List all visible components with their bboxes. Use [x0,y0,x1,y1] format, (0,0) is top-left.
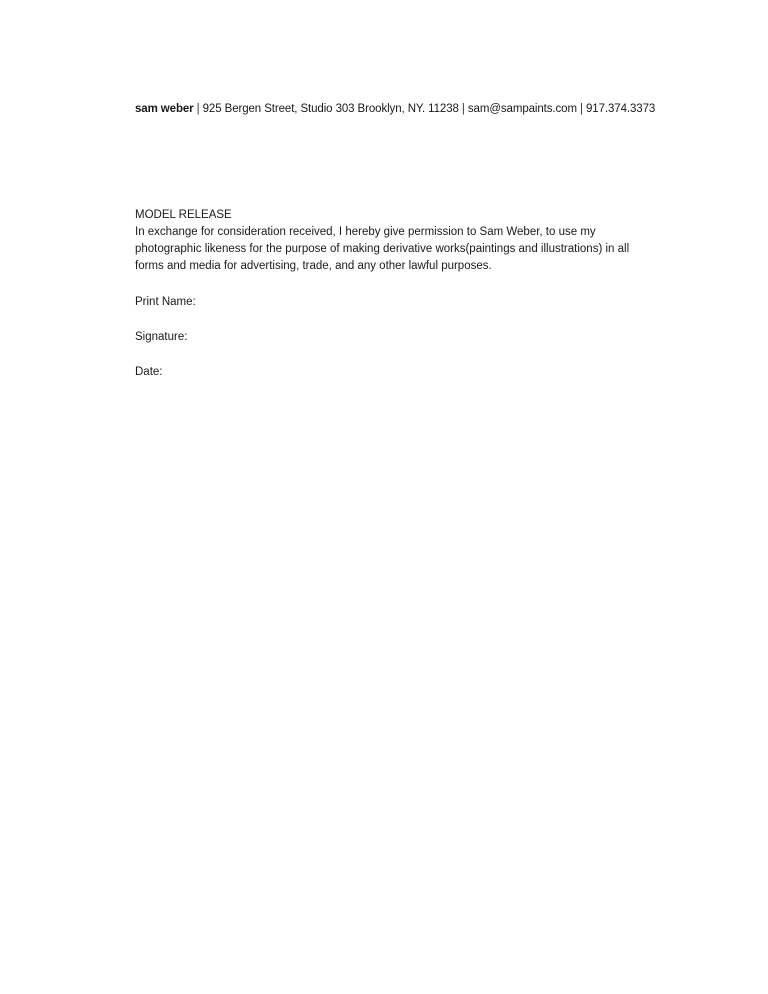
release-heading: MODEL RELEASE [135,209,232,221]
letterhead-name: sam weber [135,103,194,115]
letterhead-separator: | [458,103,468,115]
release-body: In exchange for consideration received, I hereby give permission to Sam Weber, to use my photographic likeness for the purpose of making derivative works(paintings and illustrations) in all forms and media for advertising, trade, and any other lawful purposes. [135,226,630,272]
letterhead-separator: | [576,103,587,115]
model-release-section [135,207,655,275]
letterhead [135,101,655,117]
letterhead-separator: | [193,103,203,115]
letterhead-email: sam@sampaints.com [467,103,577,115]
signature-label: Signature: [135,331,188,343]
date-label: Date: [135,366,163,378]
letterhead-address: 925 Bergen Street, Studio 303 Brooklyn, NY. 11238 [202,103,459,115]
print-name-label: Print Name: [135,296,196,308]
letterhead-phone: 917.374.3373 [586,103,656,115]
